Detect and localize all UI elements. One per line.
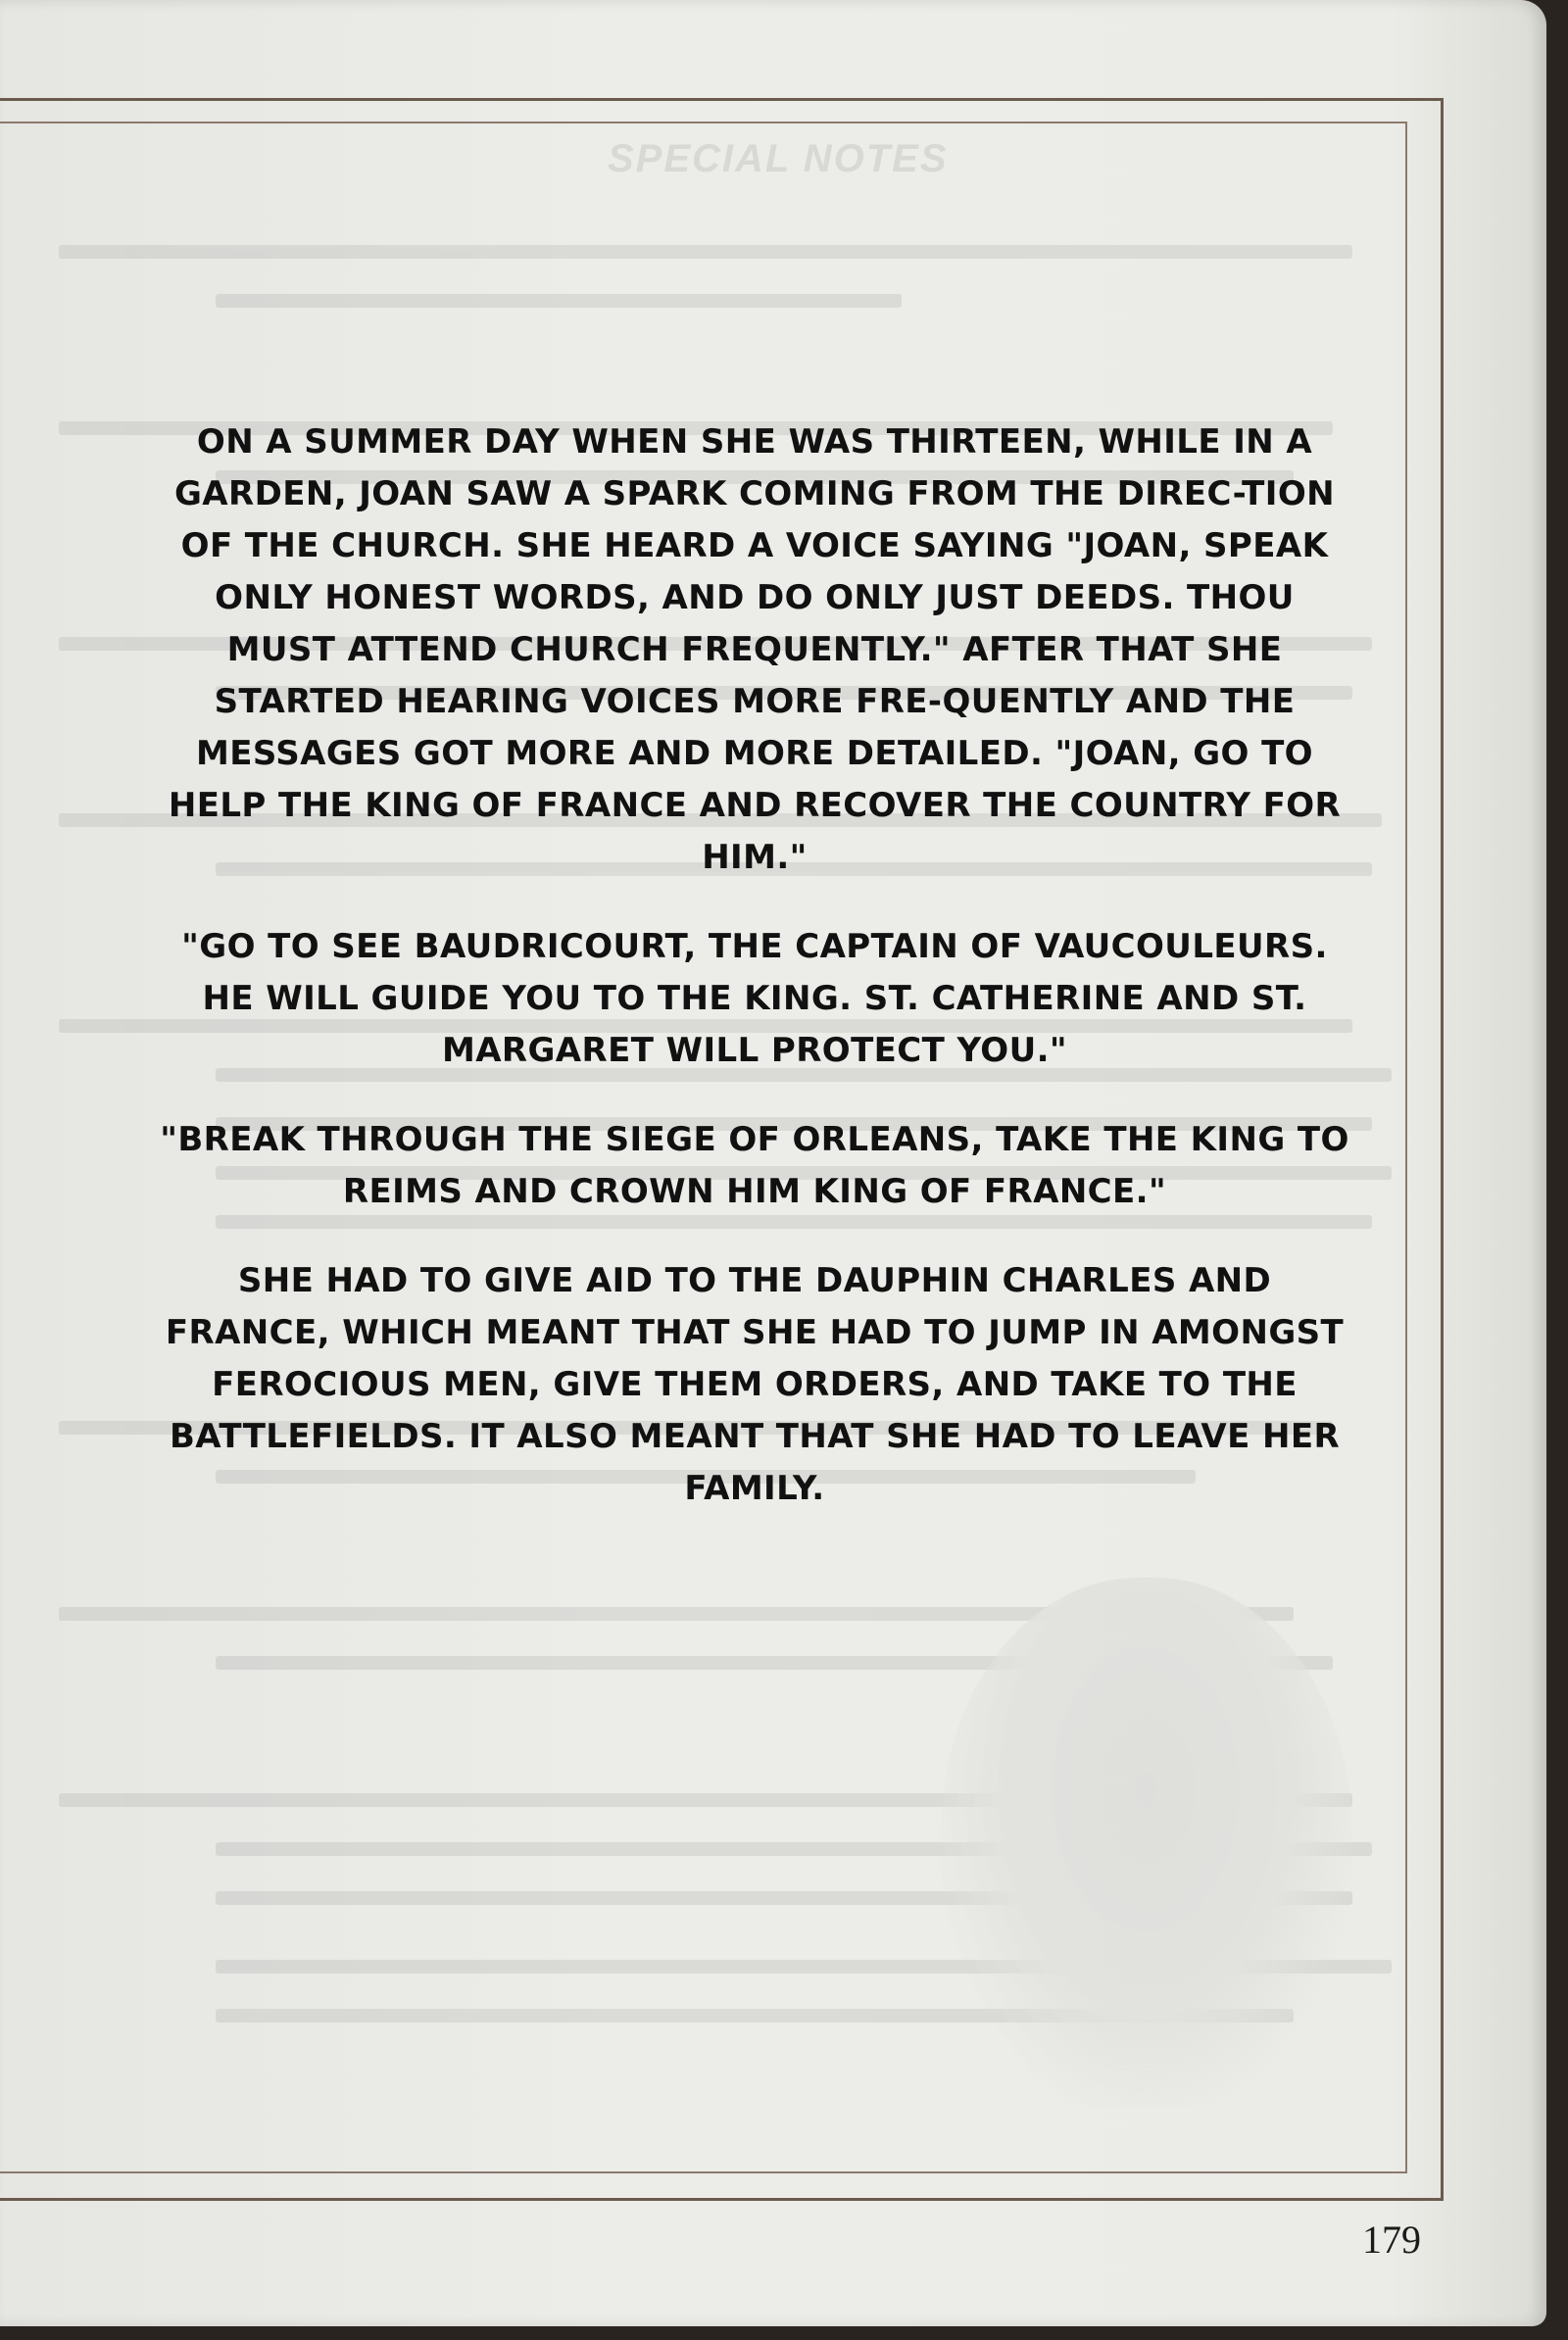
page-number: 179 (1362, 2218, 1421, 2262)
paragraph-baudricourt: "GO TO SEE BAUDRICOURT, THE CAPTAIN OF VAUCOULEURS. HE WILL GUIDE YOU TO THE KING. ST. CATHERINE AND ST. MARGARET WILL PROTECT YOU." (181, 927, 1328, 1070)
paragraph-dauphin: SHE HAD TO GIVE AID TO THE DAUPHIN CHARLES AND FRANCE, WHICH MEANT THAT SHE HAD TO JUMP IN AMONGST FEROCIOUS MEN, GIVE THEM ORDERS, AND TAKE TO THE BATTLEFIELDS. IT ALSO MEANT THAT SHE HAD TO LEAVE HER FAMILY. (165, 1261, 1345, 1508)
paragraph-voice-first: ON A SUMMER DAY WHEN SHE WAS THIRTEEN, WHILE IN A GARDEN, JOAN SAW A SPARK COMING FROM THE DIREC-TION OF THE CHURCH. SHE HEARD A VOICE SAYING "JOAN, SPEAK ONLY HONEST WORDS, AND DO ONLY JUST DEEDS. THOU MUST ATTEND CHURCH FREQUENTLY." AFTER THAT SHE STARTED HEARING VOICES MORE FRE-QUENTLY AND THE MESSAGES GOT MORE AND MORE DETAILED. "JOAN, GO TO HELP THE KING OF FRANCE AND RECOVER THE COUNTRY FOR HIM." (168, 422, 1342, 877)
story-text (157, 416, 1352, 1552)
paragraph-orleans: "BREAK THROUGH THE SIEGE OF ORLEANS, TAKE THE KING TO REIMS AND CROWN HIM KING OF FRANCE." (160, 1120, 1349, 1211)
show-through-heading: SPECIAL NOTES (608, 137, 949, 180)
